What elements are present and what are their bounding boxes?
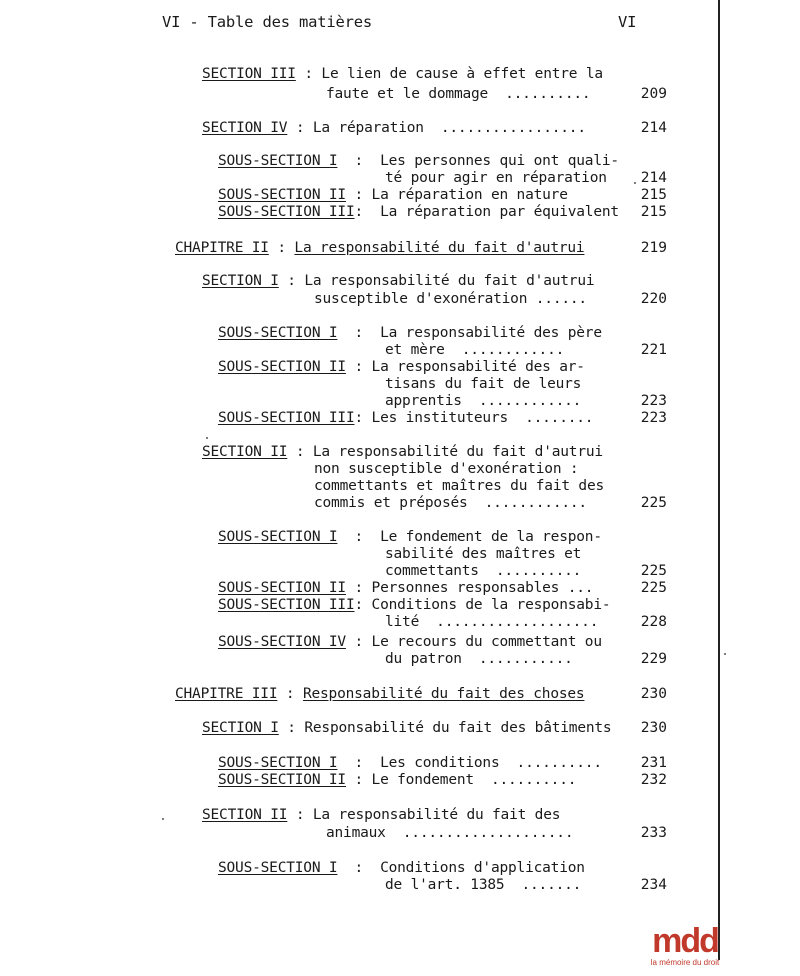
toc-chapter: CHAPITRE III : Responsabilité du fait des choses	[175, 686, 585, 702]
toc-text: Conditions d'application	[380, 860, 585, 876]
toc-entry: SOUS-SECTION III: Conditions de la responsabi-	[218, 597, 611, 613]
toc-entry: SECTION III : Le lien de cause à effet entre la	[202, 66, 603, 82]
toc-text: Responsabilité du fait des choses	[302, 686, 585, 702]
toc-continuation: commis et préposés ............	[314, 495, 587, 511]
toc-label: SOUS-SECTION I	[218, 153, 338, 169]
toc-text: La responsabilité du fait d'autrui	[294, 240, 585, 256]
toc-page-number: 234	[640, 877, 667, 893]
toc-continuation: commettants et maîtres du fait des	[314, 478, 605, 494]
toc-entry: SECTION IV : La réparation .................	[202, 120, 586, 136]
toc-page-number: 225	[640, 563, 667, 579]
toc-label: SOUS-SECTION IV	[218, 634, 346, 650]
toc-label: SECTION II	[202, 444, 288, 460]
scan-speck	[206, 437, 208, 439]
page-edge-line	[718, 0, 720, 960]
toc-text: La réparation .................	[312, 120, 586, 136]
logo-tagline: la mémoire du droit	[650, 958, 720, 967]
toc-label: SECTION II	[202, 807, 288, 823]
toc-page-number: 223	[640, 393, 667, 409]
toc-entry: SOUS-SECTION I : Les personnes qui ont quali-	[218, 153, 619, 169]
toc-page-number: 230	[640, 720, 667, 736]
toc-label: SOUS-SECTION III	[218, 204, 355, 220]
toc-label: SOUS-SECTION I	[218, 529, 338, 545]
toc-label: SOUS-SECTION II	[218, 187, 346, 203]
toc-page-number: 225	[640, 495, 667, 511]
toc-label: SOUS-SECTION I	[218, 755, 338, 771]
toc-page-number: 214	[640, 120, 667, 136]
toc-continuation: et mère ............	[385, 342, 565, 358]
toc-page-number: 230	[640, 686, 667, 702]
toc-label: SOUS-SECTION II	[218, 772, 346, 788]
toc-text: La responsabilité des père	[380, 325, 602, 341]
toc-entry: SOUS-SECTION II : Le fondement ..........	[218, 772, 577, 788]
toc-page-number: 215	[640, 204, 667, 220]
toc-continuation: faute et le dommage ..........	[326, 86, 591, 102]
toc-page-number: 215	[640, 187, 667, 203]
scan-speck	[634, 182, 636, 184]
toc-entry: SECTION II : La responsabilité du fait des	[202, 807, 561, 823]
mdd-logo-mark	[645, 924, 725, 956]
toc-continuation: de l'art. 1385 .......	[385, 877, 582, 893]
toc-text: La responsabilité du fait d'autrui	[304, 273, 595, 289]
toc-label: SOUS-SECTION I	[218, 325, 338, 341]
toc-continuation: apprentis ............	[385, 393, 582, 409]
running-header-title: VI - Table des matières	[162, 13, 373, 31]
toc-page-number: 209	[640, 86, 667, 102]
toc-entry: SOUS-SECTION I : Les conditions ..........	[218, 755, 602, 771]
toc-label: SOUS-SECTION III	[218, 410, 355, 426]
toc-entry: SOUS-SECTION II : La réparation en nature	[218, 187, 568, 203]
toc-text: Le fondement ..........	[371, 772, 577, 788]
scan-speck	[724, 653, 726, 655]
toc-text: La réparation en nature	[371, 187, 568, 203]
toc-continuation: sabilité des maîtres et	[385, 546, 582, 562]
toc-label: SECTION IV	[202, 120, 288, 136]
toc-continuation: non susceptible d'exonération :	[314, 461, 579, 477]
toc-page-number: 221	[640, 342, 667, 358]
toc-text: Les conditions ..........	[380, 755, 602, 771]
toc-text: Personnes responsables ...	[371, 580, 594, 596]
scan-speck	[162, 818, 164, 820]
toc-text: La responsabilité des ar-	[371, 359, 585, 375]
toc-continuation: du patron ...........	[385, 651, 573, 667]
toc-entry: SOUS-SECTION III: Les instituteurs ........	[218, 410, 594, 426]
toc-text: Les personnes qui ont quali-	[380, 153, 619, 169]
toc-entry: SOUS-SECTION I : La responsabilité des père	[218, 325, 602, 341]
toc-page-number: 233	[640, 825, 667, 841]
toc-continuation: animaux ....................	[326, 825, 574, 841]
toc-text: Les instituteurs ........	[371, 410, 594, 426]
toc-text: Le fondement de la respon-	[380, 529, 602, 545]
toc-page-number: 228	[640, 614, 667, 630]
toc-text: Le recours du commettant ou	[371, 634, 602, 650]
toc-entry: SECTION I : La responsabilité du fait d'autrui	[202, 273, 595, 289]
toc-page-number: 229	[640, 651, 667, 667]
toc-page-number: 214	[640, 170, 667, 186]
toc-text: La responsabilité du fait des	[312, 807, 561, 823]
toc-page-number: 223	[640, 410, 667, 426]
toc-entry: SOUS-SECTION II : La responsabilité des ar-	[218, 359, 585, 375]
toc-label: SOUS-SECTION I	[218, 860, 338, 876]
toc-text: La responsabilité du fait d'autrui	[312, 444, 603, 460]
toc-entry: SOUS-SECTION I : Conditions d'application	[218, 860, 585, 876]
toc-label: CHAPITRE II	[175, 240, 269, 256]
toc-page-number: 219	[640, 240, 667, 256]
toc-continuation: commettants ..........	[385, 563, 582, 579]
toc-label: SECTION I	[202, 720, 279, 736]
toc-continuation: susceptible d'exonération ......	[314, 291, 587, 307]
logo-mark-text: mdd	[652, 924, 718, 956]
toc-label: CHAPITRE III	[175, 686, 278, 702]
toc-entry: SOUS-SECTION II : Personnes responsables ...	[218, 580, 594, 596]
toc-chapter: CHAPITRE II : La responsabilité du fait d'autrui	[175, 240, 585, 256]
toc-entry: SECTION I : Responsabilité du fait des bâtiments	[202, 720, 612, 736]
mdd-logo	[645, 924, 725, 976]
toc-label: SOUS-SECTION II	[218, 580, 346, 596]
toc-continuation: tisans du fait de leurs	[385, 376, 582, 392]
toc-page-number: 232	[640, 772, 667, 788]
toc-entry: SECTION II : La responsabilité du fait d'autrui	[202, 444, 603, 460]
toc-label: SECTION III	[202, 66, 296, 82]
toc-entry: SOUS-SECTION IV : Le recours du commettant ou	[218, 634, 602, 650]
toc-page-number: 231	[640, 755, 667, 771]
toc-text: Conditions de la responsabi-	[371, 597, 611, 613]
toc-text: La réparation par équivalent	[380, 204, 619, 220]
toc-page-number: 220	[640, 291, 667, 307]
toc-page-number: 225	[640, 580, 667, 596]
toc-text: Le lien de cause à effet entre la	[321, 66, 603, 82]
toc-text: Responsabilité du fait des bâtiments	[304, 720, 612, 736]
running-header-page: VI	[618, 13, 637, 31]
toc-continuation: lité ...................	[385, 614, 599, 630]
toc-entry: SOUS-SECTION I : Le fondement de la respon-	[218, 529, 602, 545]
toc-label: SOUS-SECTION III	[218, 597, 355, 613]
toc-continuation: té pour agir en réparation	[385, 170, 607, 186]
toc-label: SECTION I	[202, 273, 279, 289]
toc-label: SOUS-SECTION II	[218, 359, 346, 375]
toc-entry: SOUS-SECTION III: La réparation par équivalent	[218, 204, 619, 220]
